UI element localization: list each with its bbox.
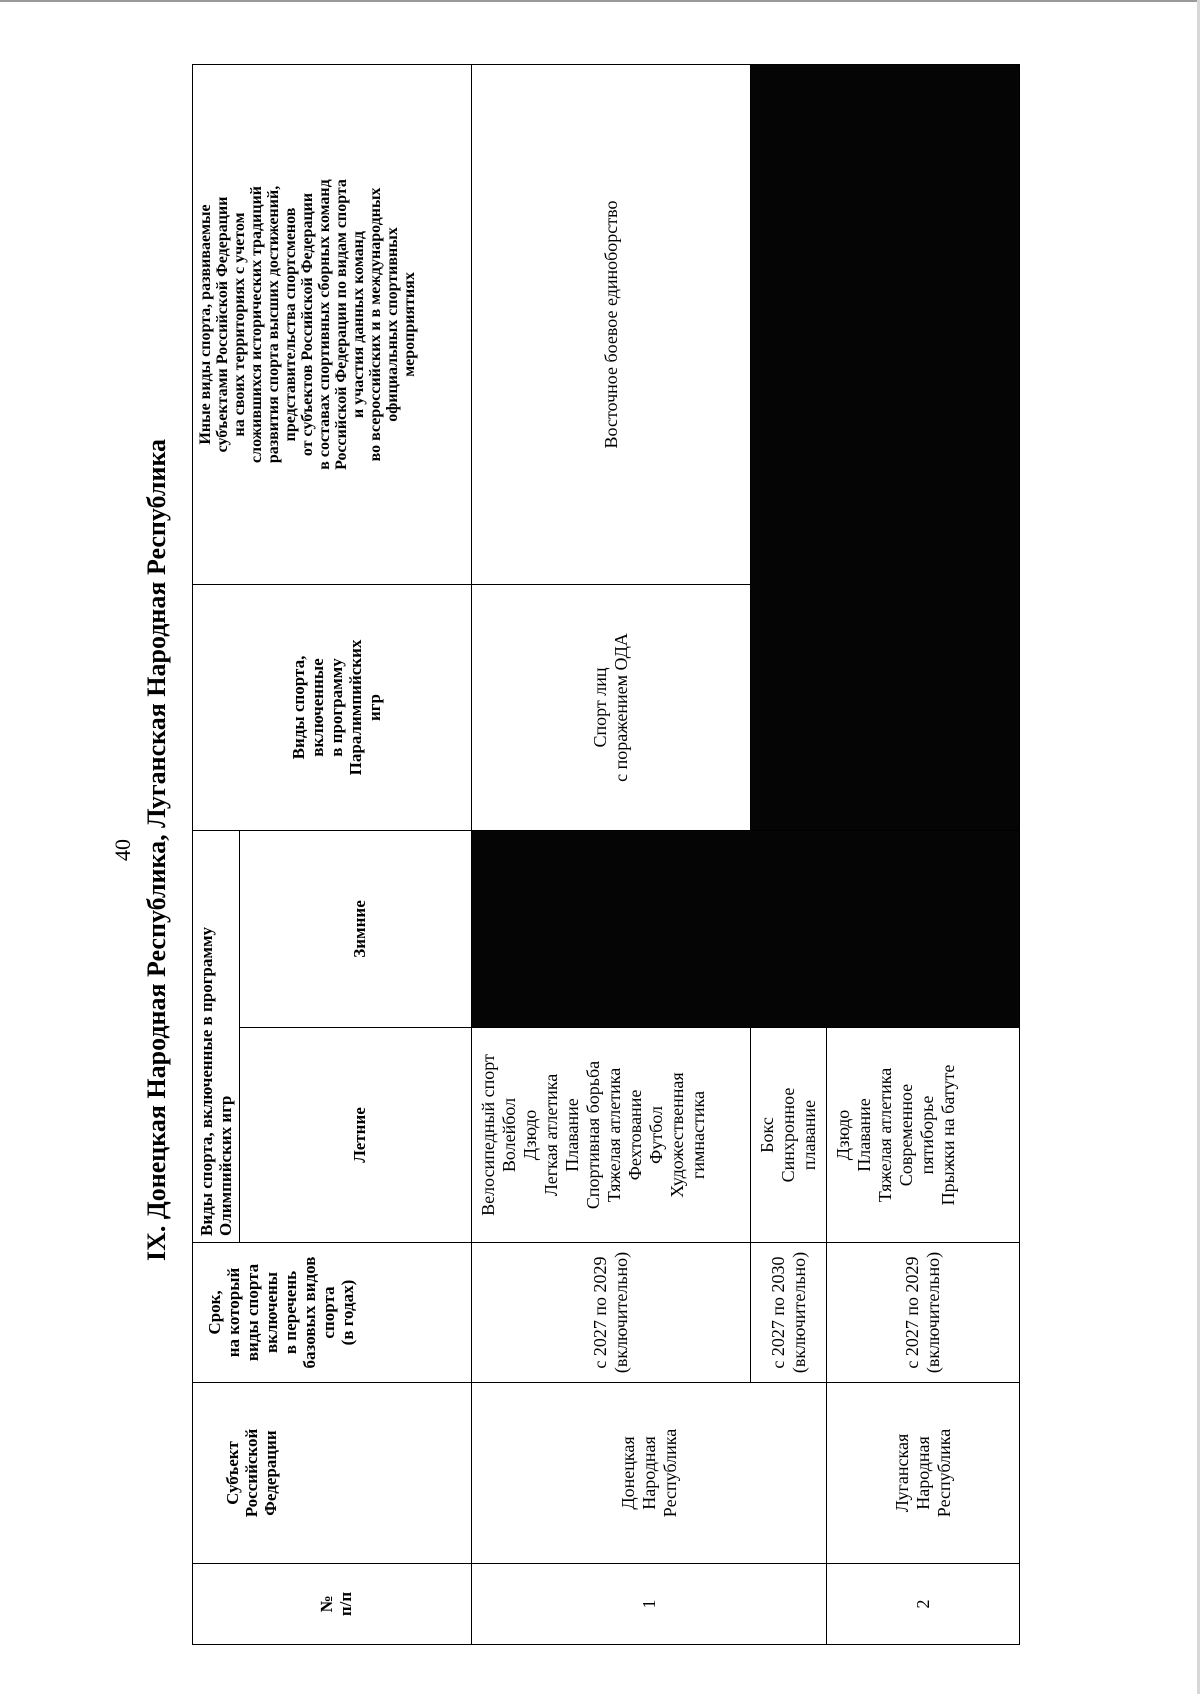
row-2-summer: Дзюдо Плавание Тяжелая атлетика Современное пятиборье Прыжки на батуте <box>827 1028 1020 1243</box>
header-other: Иные виды спорта, развиваемые субъектами Российской Федерации на своих территориях с учетом сложившихся исторических традиций развития спорта высших достижений, представительства спортсменов от субъектов Российской Федерации в составах спортивных сборных команд Российской Федерации по видам спорта и участия данных команд во всероссийских и в международных официальных спортивных мероприятиях <box>193 64 472 584</box>
row-1-other: Восточное боевое единоборство <box>472 64 751 584</box>
row-2-subject: Луганская Народная Республика <box>827 1383 1020 1564</box>
sports-table <box>192 64 1020 1645</box>
row-2-term: с 2027 по 2029 (включительно) <box>827 1243 1020 1383</box>
header-subject: Субъект Российской Федерации <box>193 1383 472 1564</box>
header-olympic: Виды спорта, включенные в программу Олимпийских игр <box>193 830 240 1242</box>
header-paralympic: Виды спорта, включенные в программу Паралимпийских игр <box>193 584 472 830</box>
row-1-subject: Донецкая Народная Республика <box>472 1383 827 1564</box>
row-1-term-a: с 2027 по 2029 (включительно) <box>472 1243 751 1383</box>
row-para-other-redacted <box>751 64 1020 830</box>
rotated-page <box>110 55 1135 1645</box>
row-2-num: 2 <box>827 1564 1020 1645</box>
page-number: 40 <box>110 839 135 861</box>
table-row-dpr-a <box>472 64 751 1644</box>
section-title: IX. Донецкая Народная Республика, Луганская Народная Республика <box>142 438 171 1262</box>
scan-edge-top <box>0 0 1200 2</box>
row-1-num: 1 <box>472 1564 827 1645</box>
header-num: № п/п <box>193 1564 472 1645</box>
row-1-summer-b: Бокс Синхронное плавание <box>751 1028 827 1243</box>
row-1-summer-a: Велосипедный спорт Волейбол Дзюдо Легкая атлетика Плавание Спортивная борьба Тяжелая атлетика Фехтование Футбол Художественная гимнастика <box>472 1028 751 1243</box>
header-row-1 <box>193 64 240 1644</box>
row-winter-redacted <box>472 830 1020 1027</box>
row-1-paralympic: Спорт лиц с поражением ОДА <box>472 584 751 830</box>
row-1-term-b: с 2027 по 2030 (включительно) <box>751 1243 827 1383</box>
header-summer: Летние <box>240 1028 472 1243</box>
header-term: Срок, на который виды спорта включены в перечень базовых видов спорта (в годах) <box>193 1243 472 1383</box>
header-winter: Зимние <box>240 830 472 1027</box>
